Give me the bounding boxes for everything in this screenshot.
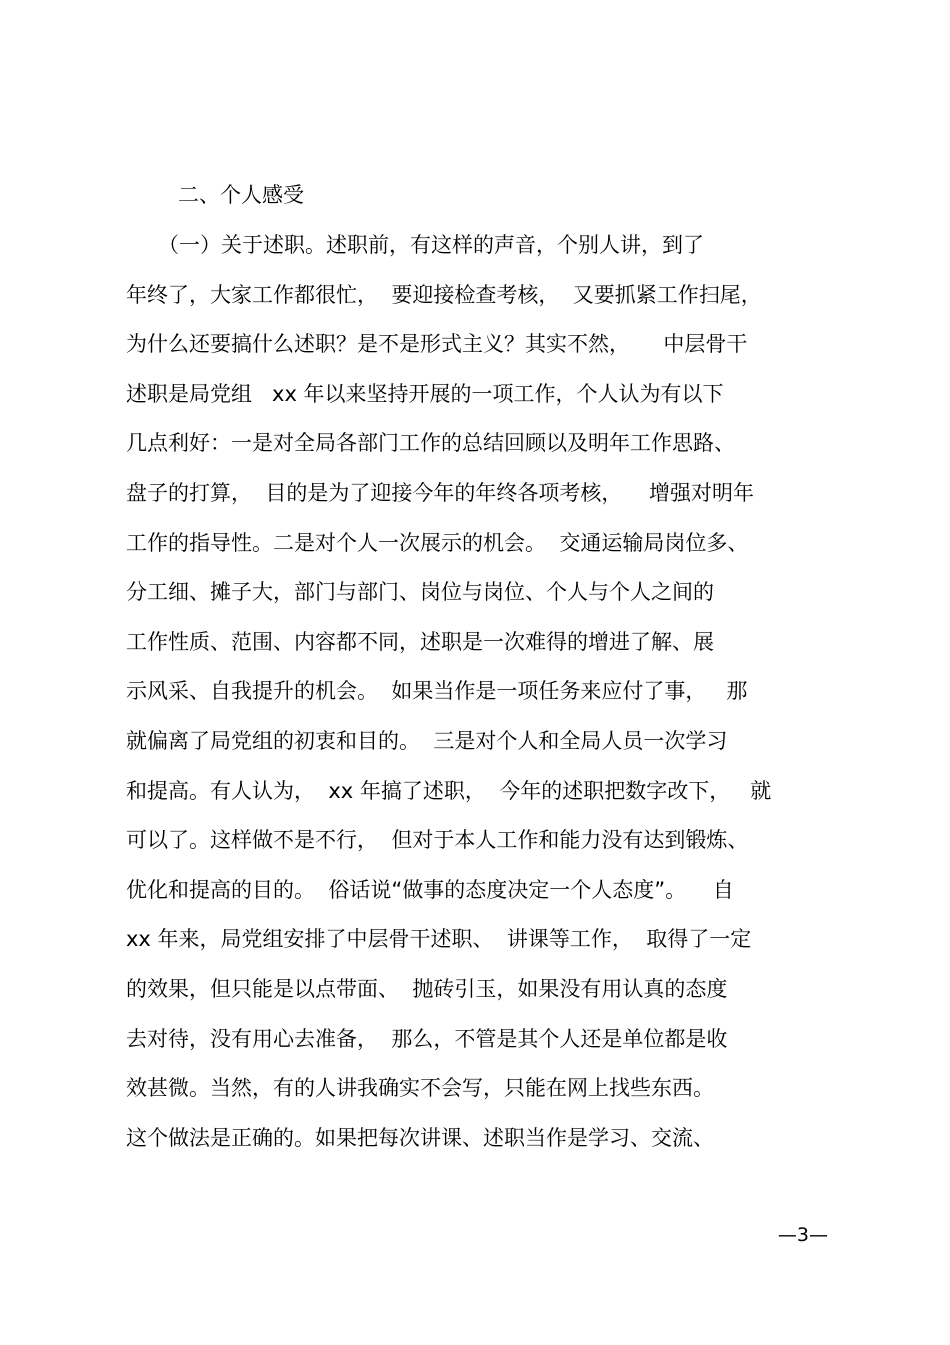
body-line-3: 为什么还要搞什么述职？是不是形式主义？其实不然， 中层骨干 — [126, 332, 748, 357]
body-line-19: 这个做法是正确的。如果把每次讲课、述职当作是学习、交流、 — [126, 1125, 714, 1150]
body-line-6: 盘子的打算， 目的是为了迎接今年的年终各项考核， 增强对明年 — [126, 480, 755, 505]
body-line-1: （一）关于述职。述职前，有这样的声音，个别人讲，到了 — [158, 233, 704, 257]
body-line-15: xx 年来，局党组安排了中层骨干述职、 讲课等工作， 取得了一定 — [126, 927, 752, 952]
body-line-12: 和提高。有人认为， xx 年搞了述职， 今年的述职把数字改下， 就 — [126, 778, 772, 803]
section-heading: 二、个人感受 — [178, 183, 304, 207]
body-line-5: 几点利好：一是对全局各部门工作的总结回顾以及明年工作思路、 — [126, 431, 735, 456]
body-line-2: 年终了，大家工作都很忙， 要迎接检查考核， 又要抓紧工作扫尾， — [126, 282, 762, 307]
body-line-14: 优化和提高的目的。 俗话说“做事的态度决定一个人态度”。 自 — [126, 877, 734, 902]
body-line-11: 就偏离了局党组的初衷和目的。 三是对个人和全局人员一次学习 — [126, 728, 728, 753]
body-line-4: 述职是局党组 xx 年以来坚持开展的一项工作，个人认为有以下 — [126, 381, 724, 406]
page-number: —3— — [777, 1224, 828, 1246]
body-line-16: 的效果，但只能是以点带面、 抛砖引玉，如果没有用认真的态度 — [126, 976, 728, 1001]
body-line-8: 分工细、摊子大，部门与部门、岗位与岗位、个人与个人之间的 — [126, 580, 714, 605]
body-text — [126, 230, 826, 1172]
body-line-17: 去对待，没有用心去准备， 那么，不管是其个人还是单位都是收 — [126, 1026, 728, 1051]
body-line-13: 可以了。这样做不是不行， 但对于本人工作和能力没有达到锻炼、 — [126, 828, 749, 853]
body-line-9: 工作性质、范围、内容都不同，述职是一次难得的增进了解、展 — [126, 629, 714, 654]
body-line-10: 示风采、自我提升的机会。 如果当作是一项任务来应付了事， 那 — [126, 679, 748, 704]
body-line-18: 效甚微。当然，有的人讲我确实不会写，只能在网上找些东西。 — [126, 1076, 714, 1101]
body-line-7: 工作的指导性。二是对个人一次展示的机会。 交通运输局岗位多、 — [126, 530, 749, 555]
